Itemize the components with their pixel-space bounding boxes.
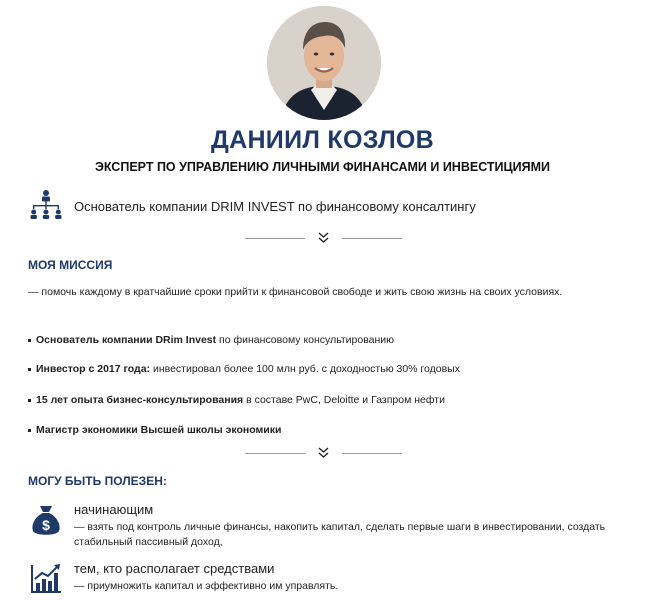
help-item bbox=[28, 502, 628, 550]
help-item-title: начинающим bbox=[74, 502, 154, 517]
profile-name: ДАНИИЛ КОЗЛОВ bbox=[210, 126, 435, 154]
money-bag-icon bbox=[28, 502, 64, 538]
mission-text: — помочь каждому в кратчайшие сроки прийти к финансовой свободе и жить свою жизнь на своих условиях. bbox=[28, 286, 563, 298]
double-chevron-down-icon bbox=[317, 232, 330, 244]
growth-chart-icon bbox=[28, 561, 64, 597]
help-item-desc: — приумножить капитал и эффективно им управлять. bbox=[74, 580, 339, 592]
section-divider bbox=[245, 232, 402, 244]
double-chevron-down-icon bbox=[317, 447, 330, 459]
founder-text: Основатель компании DRIM INVEST по финансовому консалтингу bbox=[74, 198, 476, 214]
help-item-title: тем, кто располагает средствами bbox=[74, 561, 275, 576]
org-structure-icon bbox=[28, 188, 64, 224]
profile-subtitle: ЭКСПЕРТ ПО УПРАВЛЕНИЮ ЛИЧНЫМИ ФИНАНСАМИ И ИНВЕСТИЦИЯМИ bbox=[94, 160, 551, 174]
achievement-item: Основатель компании DRim Invest по финансовому консультированию bbox=[28, 334, 394, 346]
help-title: МОГУ БЫТЬ ПОЛЕЗЕН: bbox=[28, 474, 167, 488]
section-divider bbox=[245, 447, 402, 459]
achievement-item: Инвестор с 2017 года: инвестировал более 100 млн руб. с доходностью 30% годовых bbox=[28, 363, 460, 375]
help-item bbox=[28, 561, 628, 597]
achievement-item: 15 лет опыта бизнес-консультирования в составе PwC, Deloitte и Газпром нефти bbox=[28, 394, 445, 406]
mission-title: МОЯ МИССИЯ bbox=[28, 258, 113, 272]
help-item-desc: — взять под контроль личные финансы, накопить капитал, сделать первые шаги в инвестировании, создать стабильный пассивный доход, bbox=[74, 521, 606, 548]
svg-text:$: $ bbox=[42, 517, 50, 533]
achievement-item: Магистр экономики Высшей школы экономики bbox=[28, 424, 281, 436]
avatar bbox=[267, 6, 381, 120]
founder-row bbox=[28, 188, 628, 224]
